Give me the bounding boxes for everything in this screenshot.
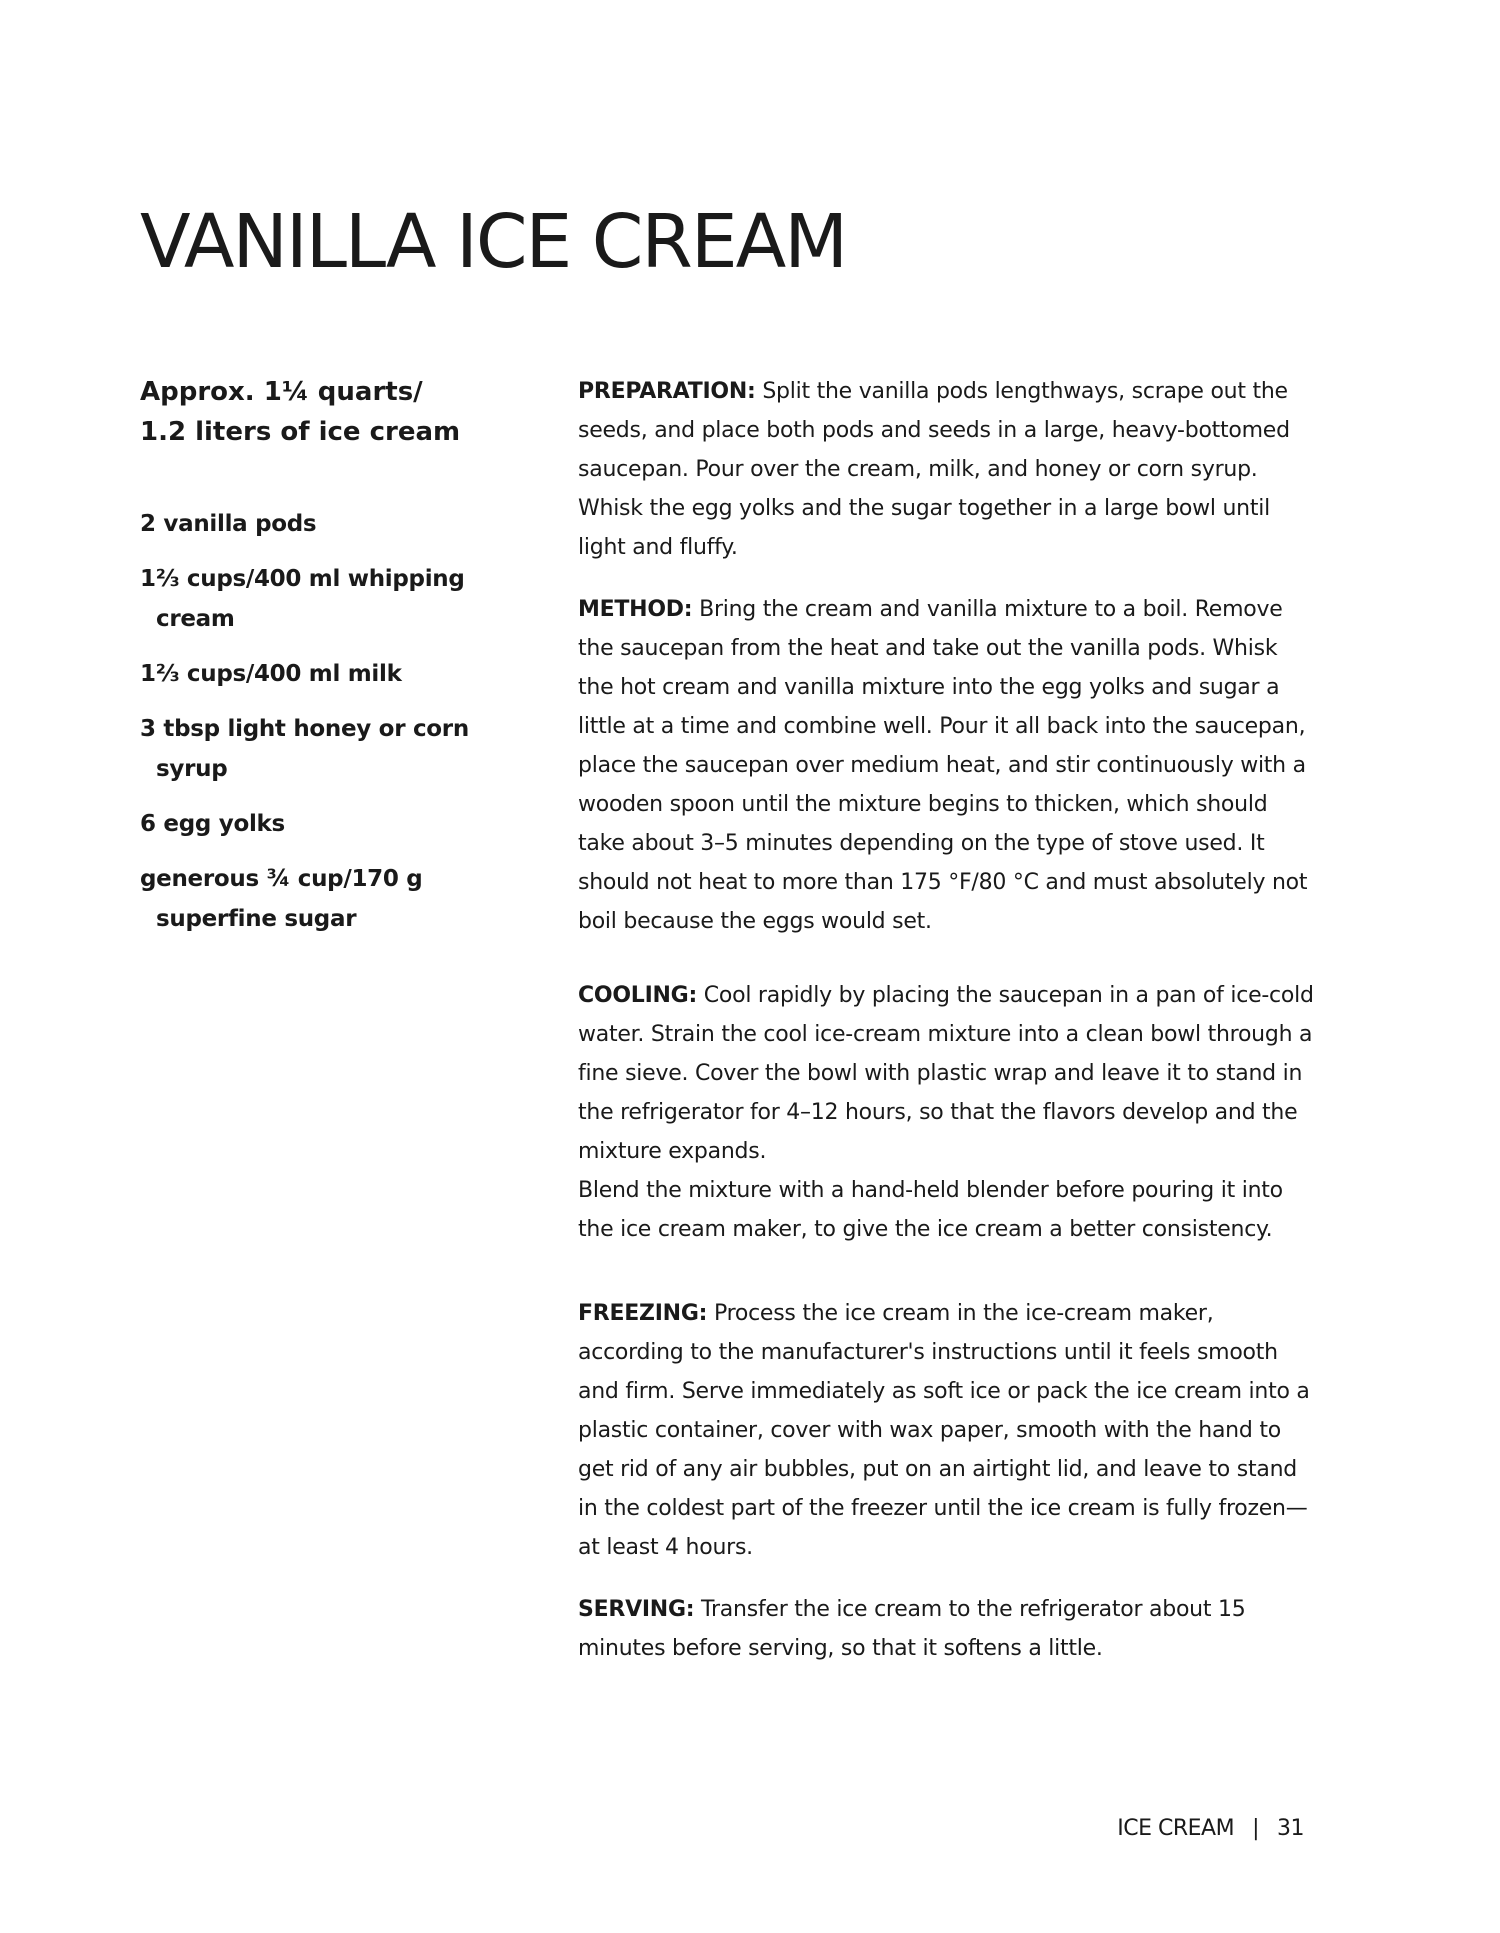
step-preparation (578, 372, 1318, 567)
footer-section-name: ICE CREAM (1117, 1816, 1235, 1841)
ingredients-panel (140, 372, 520, 954)
step-text: Transfer the ice cream to the refrigerator about 15 minutes before serving, so that it softens a little. (578, 1597, 1246, 1661)
ingredient-item: 6 egg yolks (140, 811, 285, 837)
step-label: SERVING: (578, 1597, 695, 1622)
step-label: METHOD: (578, 597, 693, 622)
recipe-yield (140, 372, 520, 452)
step-label: PREPARATION: (578, 379, 756, 404)
step-text: Cool rapidly by placing the saucepan in a pan of ice-cold water. Strain the cool ice-cream mixture into a clean bowl through a fine sieve. Cover the bowl with plastic wrap and leave it to stand in the refrigerator for 4–12 hours, so that the flavors develop and the mixture expands. (578, 983, 1314, 1164)
ingredient-item: 1⅔ cups/400 ml milk (140, 661, 402, 687)
ingredient-list (140, 504, 520, 939)
step-label: COOLING: (578, 983, 698, 1008)
page-footer (1117, 1816, 1304, 1841)
step-method (578, 590, 1318, 941)
ingredient-item: 2 vanilla pods (140, 511, 317, 537)
yield-line-1: Approx. 1¼ quarts/ (140, 377, 423, 407)
page-title: VANILLA ICE CREAM (140, 199, 847, 285)
page-number: 31 (1277, 1816, 1304, 1841)
ingredient-item: generous ¾ cup/170 g superfine sugar (140, 866, 423, 932)
step-cooling (578, 976, 1318, 1249)
yield-line-2: 1.2 liters of ice cream (140, 417, 461, 447)
footer-separator: | (1252, 1816, 1259, 1841)
step-text-continued: Blend the mixture with a hand-held blender before pouring it into the ice cream maker, to give the ice cream a better consistency. (578, 1178, 1283, 1242)
step-serving (578, 1590, 1318, 1668)
ingredient-item: 1⅔ cups/400 ml whipping cream (140, 566, 465, 632)
step-text: Split the vanilla pods lengthways, scrape out the seeds, and place both pods and seeds in a large, heavy-bottomed saucepan. Pour over the cream, milk, and honey or corn syrup. Whisk the egg yolks and the sugar together in a large bowl until light and fluffy. (578, 379, 1290, 560)
step-label: FREEZING: (578, 1301, 708, 1326)
step-text: Bring the cream and vanilla mixture to a boil. Remove the saucepan from the heat and take out the vanilla pods. Whisk the hot cream and vanilla mixture into the egg yolks and sugar a little at a time and combine well. Pour it all back into the saucepan, place the saucepan over medium heat, and stir continuously with a wooden spoon until the mixture begins to thicken, which should take about 3–5 minutes depending on the type of stove used. It should not heat to more than 175 °F/80 °C and must absolutely not boil because the eggs would set. (578, 597, 1308, 934)
step-freezing (578, 1294, 1318, 1567)
ingredient-item: 3 tbsp light honey or corn syrup (140, 716, 469, 782)
step-text: Process the ice cream in the ice-cream maker, according to the manufacturer's instructions until it feels smooth and firm. Serve immediately as soft ice or pack the ice cream into a plastic container, cover with wax paper, smooth with the hand to get rid of any air bubbles, put on an airtight lid, and leave to stand in the coldest part of the freezer until the ice cream is fully frozen—at least 4 hours. (578, 1301, 1310, 1560)
